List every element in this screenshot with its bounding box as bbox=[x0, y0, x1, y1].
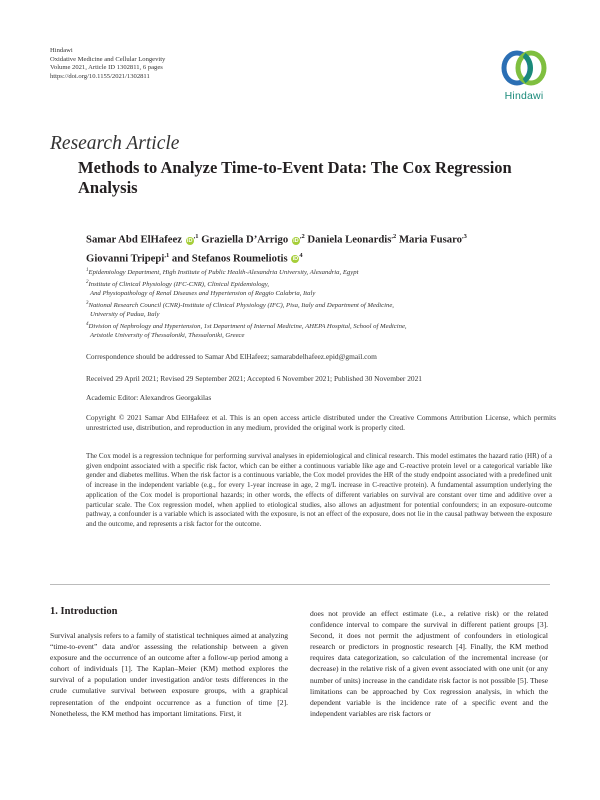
hindawi-logo bbox=[498, 48, 550, 108]
article-dates: Received 29 April 2021; Revised 29 September 2021; Accepted 6 November 2021; Published 30 November 2021 bbox=[86, 374, 423, 383]
affiliation: $^2$Institute of Clinical Physiology (IFC-CNR), Clinical Epidemiology, bbox=[86, 279, 270, 288]
author-name: Maria Fusaro bbox=[398, 233, 462, 246]
author-sup: 2 bbox=[301, 233, 305, 240]
author-name: Samar Abd ElHafeez bbox=[86, 233, 182, 246]
publisher-name: Hindawi bbox=[50, 47, 73, 54]
intro-right-column: does not provide an effect estimate (i.e., a relative risk) or the related confidence interval to compare the survival in different patient groups [3]. Second, it does not permit the adjustment of confounders in etiological research or predictors in prognostic research [4]. Finally, the KM method requires data categorization, so calculation of the incremental increase (or decrease) in the relative risk of a given event associated with one unit (or any number of units) increase in the candidate risk factor is not possible [5]. These limitations can be approached by Cox regression analysis, in which the dependent variable is the incidence rate of a specific event and the independent variables are risk factors or bbox=[310, 609, 548, 718]
affiliations bbox=[86, 266, 556, 341]
affiliation: $^4$Division of Nephrology and Hypertension, 1st Department of Internal Medicine, AHEPA Hospital, School of Medicine, bbox=[86, 321, 407, 330]
author-sup: 1 bbox=[195, 233, 199, 240]
affiliation-continued: And Physiopathology of Renal Diseases and Hypertension of Reggio Calabria, Italy bbox=[90, 290, 316, 298]
author-sup: 4 bbox=[299, 251, 303, 259]
author-list: Samar Abd ElHafeez $iD^{,1}$ Graziella D’Arrigo $iD^{,2}$ Daniela Leonardis$^{,2}$ Maria Fusaro$^{,3}$ Giovanni Tripepi$^{,1}$ and Stefanos Roumeliotis $iD^4$ bbox=[86, 233, 467, 265]
doi-link[interactable]: https://doi.org/10.1155/2021/1302811 bbox=[50, 72, 150, 80]
academic-editor: Academic Editor: Alexandros Georgakilas bbox=[86, 393, 212, 402]
author-sup: 2 bbox=[393, 233, 397, 240]
orcid-icon[interactable]: iD bbox=[293, 237, 299, 244]
abstract: The Cox model is a regression technique for performing survival analyses in epidemiological and clinical research. This model estimates the hazard ratio (HR) of a given endpoint associated with a specific risk factor, which can be either a continuous variable like age and C-reactive protein level or a categorical variable like gender and diabetes mellitus. When the risk factor is a continuous variable, the Cox model provides the HR of the study endpoint associated with a predefined unit of increase in the independent variable (e.g., for every 1-year increase in age, 2 mg/L increase in C-reactive protein). A fundamental assumption underlying the application of the Cox model is proportional hazards; in other words, the effects of different variables on survival are constant over time and additive over a particular scale. The Cox regression model, when applied to etiological studies, also allows an adjustment for potential confounders; in an exposure-outcome pathway, a confounder is a variable which is associated with the exposure, is not an effect of the exposure, does not lie in the causal pathway between the exposure and the outcome, and represents a risk factor for the outcome. bbox=[86, 452, 552, 528]
journal-name: Oxidative Medicine and Cellular Longevity bbox=[50, 55, 166, 63]
section-heading-introduction: 1. Introduction bbox=[50, 606, 118, 617]
affiliation: $^3$National Research Council (CNR)-Institute of Clinical Physiology (IFC), Pisa, Italy and Department of Medicine, bbox=[86, 300, 394, 309]
hindawi-logo-icon bbox=[498, 48, 550, 88]
affiliation-continued: Aristotle University of Thessaloniki, Thessaloniki, Greece bbox=[90, 332, 245, 340]
orcid-icon[interactable]: iD bbox=[292, 256, 299, 263]
article-title: Methods to Analyze Time-to-Event Data: The Cox Regression Analysis bbox=[78, 158, 512, 197]
author-name: Stefanos Roumeliotis bbox=[191, 252, 288, 265]
volume-line: Volume 2021, Article ID 1302811, 6 pages bbox=[50, 64, 163, 72]
author-name: Daniela Leonardis bbox=[307, 233, 392, 246]
section-divider bbox=[50, 584, 550, 585]
article-type: Research Article bbox=[50, 133, 180, 154]
correspondence: Correspondence should be addressed to Samar Abd ElHafeez; samarabdelhafeez.epid@gmail.com bbox=[86, 352, 377, 361]
author-sup: 1 bbox=[165, 251, 170, 259]
journal-meta bbox=[50, 47, 165, 81]
affiliation: $^1$Epidemiology Department, High Institute of Public Health-Alexandria University, Alexandria, Egypt bbox=[86, 268, 359, 277]
intro-left-column: Survival analysis refers to a family of statistical techniques aimed at analyzing “time-to-event” data and/or assessing the relationship between a given exposure and the occurrence of an outcome after a follow-up period among a cohort of individuals [1]. The Kaplan–Meier (KM) method explores the survival of a population under investigation and/or tests differences in the crude cumulative survival between exposure groups, with a graphical representation of the endpoint occurrence as a function of time [2]. Nonetheless, the KM method has important limitations. First, it bbox=[50, 631, 288, 718]
author-name: Giovanni Tripepi bbox=[86, 252, 165, 265]
orcid-icon[interactable]: iD bbox=[186, 237, 193, 244]
author-name: Graziella D’Arrigo bbox=[201, 233, 289, 246]
author-sup: 3 bbox=[463, 233, 467, 240]
copyright-notice: Copyright © 2021 Samar Abd ElHafeez et al. This is an open access article distributed under the Creative Commons Attribution License, which permits unrestricted use, distribution, and reproduction in any medium, provided the original work is properly cited. bbox=[86, 413, 556, 432]
logo-wordmark: Hindawi bbox=[504, 90, 544, 102]
affiliation-continued: University of Padua, Italy bbox=[90, 311, 160, 319]
